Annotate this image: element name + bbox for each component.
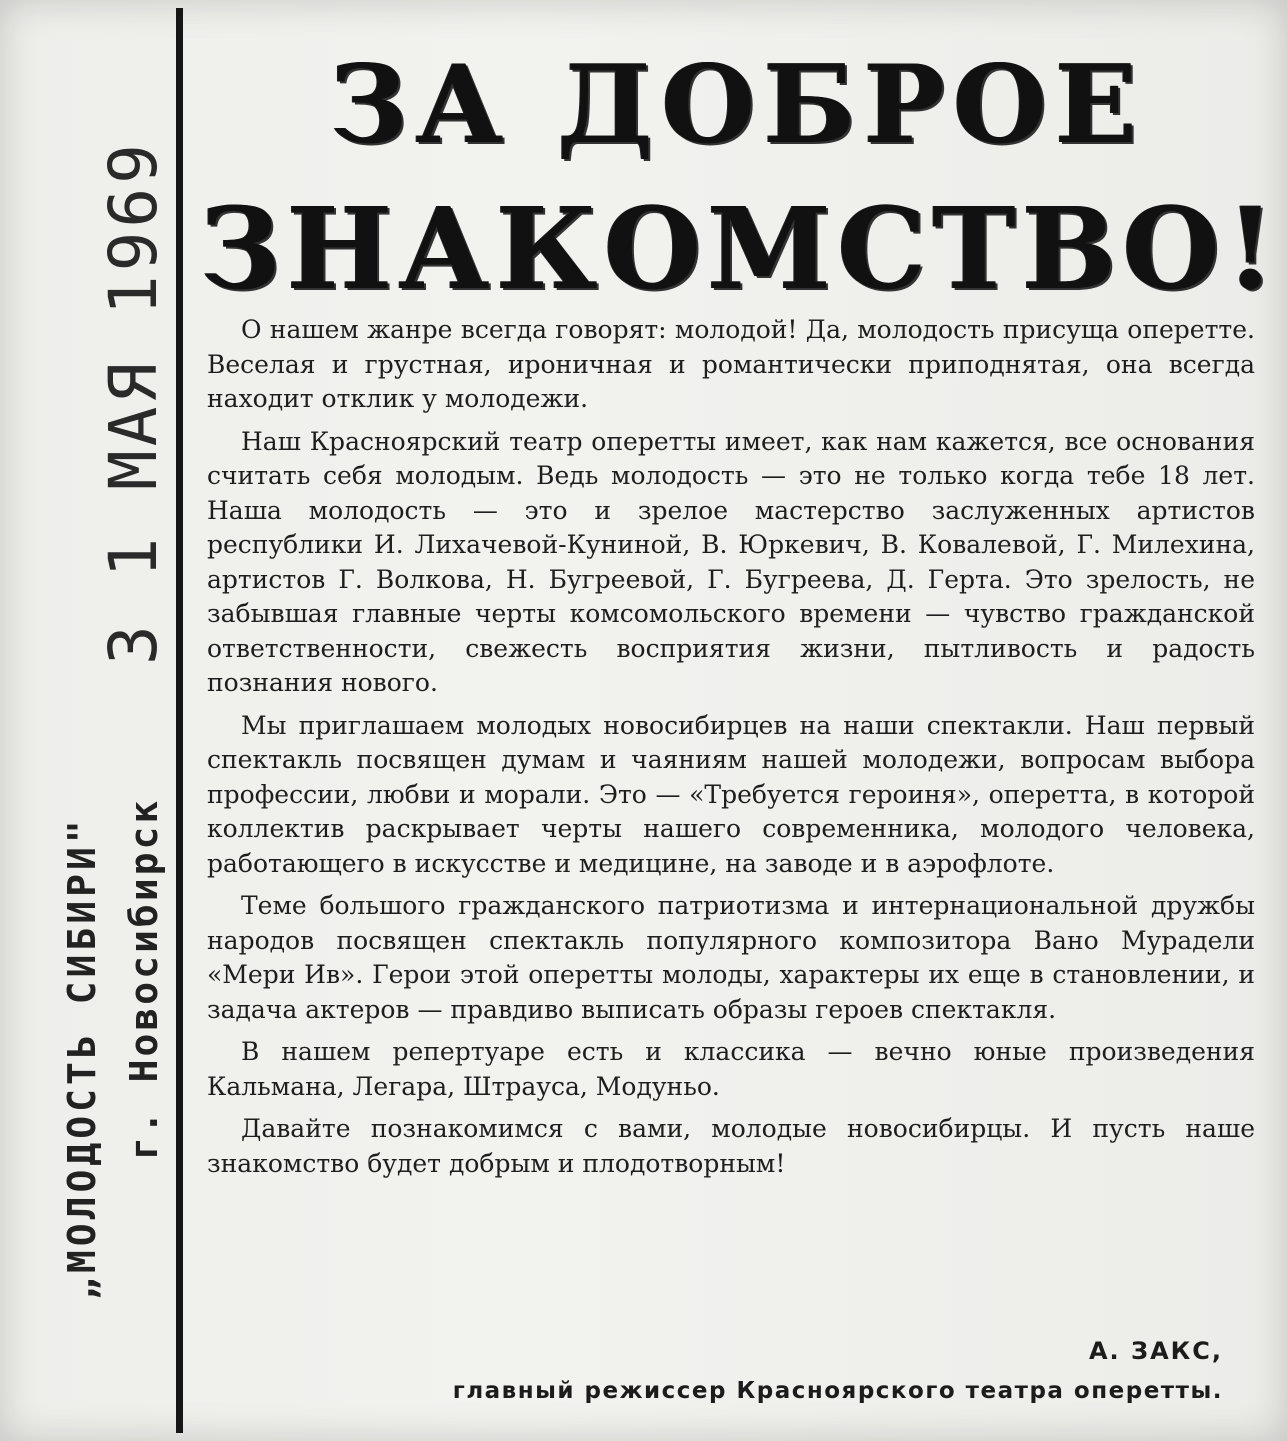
paragraph-3: Мы приглашаем молодых новосибирцев на наши спектакли. Наш первый спектакль посвящен думам и чаяниям нашей молодежи, вопросам выбора профессии, любви и морали. Это — «Требуется героиня», оперетта, в которой коллектив раскрывает черты нашего современника, молодого человека, работающего в искусстве и медицине, на заводе и в аэрофлоте. (207, 710, 1255, 878)
city-stamp: г. Новосибирск (122, 797, 166, 1160)
paragraph-1: О нашем жанре всегда говорят: молодой! Да, молодость присуща оперетте. Веселая и грустная, ироничная и романтически приподнятая, она всегда находит отклик у молодежи. (207, 315, 1255, 413)
article-body (207, 313, 1255, 1189)
author-role: главный режиссер Красноярского театра оперетты. (452, 1378, 1223, 1404)
newspaper-name-stamp: „МОЛОДОСТЬ СИБИРИ" (60, 816, 104, 1300)
headline (200, 35, 1282, 325)
paragraph-4: Теме большого гражданского патриотизма и интернациональной дружбы народов посвящен спектакль популярного композитора Вано Мурадели «Мери Ив». Герои этой оперетты молоды, характеры их еще в становлении, и задача актеров — правдиво выписать образы героев спектакля. (207, 891, 1255, 1024)
paragraph-6: Давайте познакомимся с вами, молодые новосибирцы. И пусть наше знакомство будет добрым и плодотворным! (207, 1114, 1255, 1178)
paragraph-2: Наш Красноярский театр оперетты имеет, как нам кажется, все основания считать себя молодым. Ведь молодость — это не только когда тебе 18 лет. Наша молодость — это и зрелое мастерство заслуженных артистов республики И. Лихачевой-Куниной, В. Юркевич, В. Ковалевой, Г. Милехина, артистов Г. Волкова, Н. Бугреевой, Г. Бугреева, Д. Герта. Это зрелость, не забывшая главные черты комсомольского времени — чувство гражданской ответственности, свежесть восприятия жизни, пытливость и радость познания нового. (207, 426, 1255, 697)
paragraph-5: В нашем репертуаре есть и классика — вечно юные произведения Кальмана, Легара, Штрауса, Модуньо. (207, 1037, 1255, 1101)
headline-line-2: ЗНАКОМСТВО! (200, 184, 1282, 315)
date-stamp: 3 1 МАЯ 1969 (95, 140, 172, 665)
headline-line-1: ЗА ДОБРОЕ (329, 42, 1146, 168)
margin-rule (176, 8, 183, 1433)
author-signature: А. ЗАКС, (1088, 1337, 1223, 1365)
